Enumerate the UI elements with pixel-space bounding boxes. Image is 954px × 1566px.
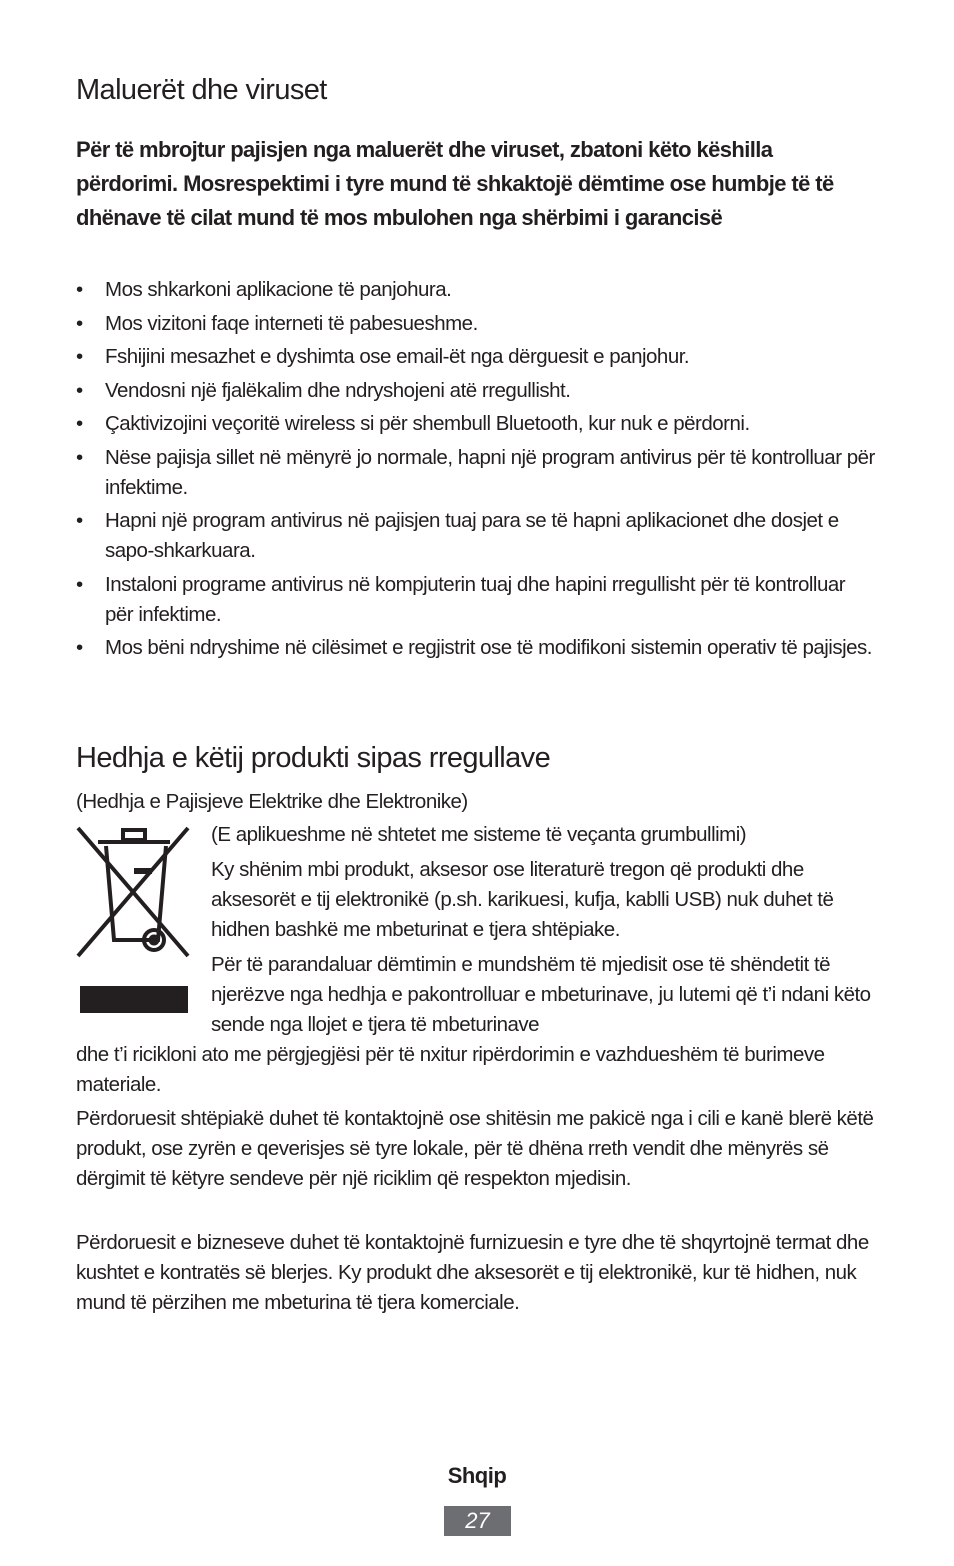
list-item: • Instaloni programe antivirus në kompjuterin tuaj dhe hapini rregullisht për të kontrolluar për infektime. <box>76 570 876 630</box>
crossed-out-bin-icon <box>76 826 190 1016</box>
bullet-glyph: • <box>76 412 83 435</box>
disposal-paragraph-2-end: dhe t’i ricikloni ato me përgjegjësi për të nxitur ripërdorimin e vazhdueshëm të burimeve materiale. <box>76 1043 825 1096</box>
page-number: 27 <box>444 1506 511 1536</box>
list-item: • Çaktivizojini veçoritë wireless si për shembull Bluetooth, kur nuk e përdorni. <box>76 409 876 439</box>
disposal-paragraph-3: Përdoruesit shtëpiakë duhet të kontaktojnë ose shitësin me pakicë nga i cili e kanë blerë këtë produkt, ose zyrën e qeverisjes së tyre lokale, për të dhëna rreth vendit dhe mënyrës së dërgimit të këtyre sendeve për një riciklim që respekton mjedisin. <box>76 1107 874 1190</box>
section-subtitle: (Hedhja e Pajisjeve Elektrike dhe Elektronike) <box>76 790 468 813</box>
list-item: • Nëse pajisja sillet në mënyrë jo normale, hapni një program antivirus për të kontrolluar për infektime. <box>76 443 876 503</box>
disposal-paragraph-2-start: Për të parandaluar dëmtimin e mundshëm të mjedisit ose të shëndetit të njerëzve nga hedhja e pakontrolluar e mbeturinave, ju lutemi që t’i ndani këto sende nga llojet e tjera të mbeturinave <box>211 953 871 1036</box>
bullet-glyph: • <box>76 311 83 335</box>
disposal-paragraph-4: Përdoruesit e bizneseve duhet të kontaktojnë furnizuesin e tyre dhe të shqyrtojnë termat dhe kushtet e kontratës së blerjes. Ky produkt dhe aksesorët e tij elektronikë, kur të hidhen, nuk mund të përzihen me mbeturina të tjera komerciale. <box>76 1231 869 1314</box>
list-item: • Mos vizitoni faqe interneti të pabesueshme. <box>76 309 876 339</box>
bullet-glyph: • <box>76 378 83 402</box>
bullet-glyph: • <box>76 445 83 469</box>
bullet-glyph: • <box>76 345 83 368</box>
bullet-glyph: • <box>76 278 83 301</box>
disposal-paragraph-1: Ky shënim mbi produkt, aksesor ose literaturë tregon që produkti dhe aksesorët e tij elektronikë (p.sh. karikuesi, kufja, kablli USB) nuk duhet të hidhen bashkë me mbeturinat e tjera shtëpiake. <box>211 858 834 941</box>
bullet-glyph: • <box>76 509 83 532</box>
footer-language: Shqip <box>447 1463 507 1488</box>
tips-list <box>76 275 876 667</box>
list-item: • Hapni një program antivirus në pajisjen tuaj para se të hapni aplikacionet dhe dosjet e sapo-shkarkuara. <box>76 506 876 566</box>
list-item: • Mos shkarkoni aplikacione të panjohura. <box>76 275 876 305</box>
list-item: • Vendosni një fjalëkalim dhe ndryshojeni atë rregullisht. <box>76 376 876 406</box>
section-title-malware: Maluerët dhe viruset <box>76 74 327 106</box>
list-item: • Mos bëni ndryshime në cilësimet e regjistrit ose të modifikoni sistemin operativ të pajisjes. <box>76 633 876 663</box>
section-title-disposal: Hedhja e këtij produkti sipas rregullave <box>76 742 551 774</box>
bullet-glyph: • <box>76 636 83 659</box>
bullet-glyph: • <box>76 572 83 596</box>
applicability-note: (E aplikueshme në shtetet me sisteme të veçanta grumbullimi) <box>211 823 747 846</box>
list-item: • Fshijini mesazhet e dyshimta ose email-ët nga dërguesit e panjohur. <box>76 342 876 372</box>
section-intro: Për të mbrojtur pajisjen nga maluerët dhe viruset, zbatoni këto këshilla përdorimi. Mosrespektimi i tyre mund të shkaktojë dëmtime ose humbje të të dhënave të cilat mund të mos mbulohen nga shërbimi i garancisë <box>76 137 834 230</box>
